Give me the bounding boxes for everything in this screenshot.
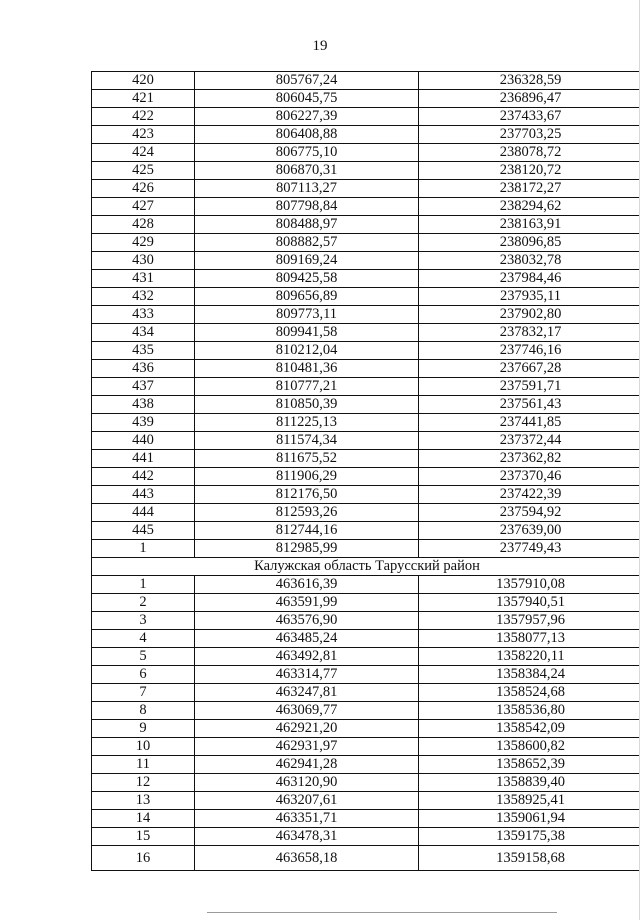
point-number-cell: 7 — [92, 684, 195, 702]
table-row — [92, 522, 640, 540]
x-coordinate-cell: 811675,52 — [195, 450, 419, 468]
x-coordinate-cell: 463492,81 — [195, 648, 419, 666]
y-coordinate-cell: 237561,43 — [419, 396, 640, 414]
table-row — [92, 144, 640, 162]
point-number-cell: 13 — [92, 792, 195, 810]
table-row — [92, 216, 640, 234]
table-row — [92, 180, 640, 198]
x-coordinate-cell: 809656,89 — [195, 288, 419, 306]
point-number-cell: 427 — [92, 198, 195, 216]
point-number-cell: 439 — [92, 414, 195, 432]
y-coordinate-cell: 1357940,51 — [419, 594, 640, 612]
y-coordinate-cell: 1358652,39 — [419, 756, 640, 774]
table-row — [92, 540, 640, 558]
point-number-cell: 434 — [92, 324, 195, 342]
x-coordinate-cell: 812985,99 — [195, 540, 419, 558]
y-coordinate-cell: 237703,25 — [419, 126, 640, 144]
point-number-cell: 438 — [92, 396, 195, 414]
point-number-cell: 440 — [92, 432, 195, 450]
y-coordinate-cell: 237370,46 — [419, 468, 640, 486]
x-coordinate-cell: 806045,75 — [195, 90, 419, 108]
table-row — [92, 810, 640, 828]
x-coordinate-cell: 463207,61 — [195, 792, 419, 810]
x-coordinate-cell: 810777,21 — [195, 378, 419, 396]
y-coordinate-cell: 1359158,68 — [419, 846, 640, 871]
y-coordinate-cell: 1358384,24 — [419, 666, 640, 684]
y-coordinate-cell: 237749,43 — [419, 540, 640, 558]
x-coordinate-cell: 806408,88 — [195, 126, 419, 144]
point-number-cell: 437 — [92, 378, 195, 396]
y-coordinate-cell: 238032,78 — [419, 252, 640, 270]
y-coordinate-cell: 237591,71 — [419, 378, 640, 396]
coordinates-block-a — [92, 72, 640, 558]
section-heading-row-group — [92, 558, 640, 576]
x-coordinate-cell: 809425,58 — [195, 270, 419, 288]
point-number-cell: 429 — [92, 234, 195, 252]
x-coordinate-cell: 810850,39 — [195, 396, 419, 414]
x-coordinate-cell: 806870,31 — [195, 162, 419, 180]
y-coordinate-cell: 238294,62 — [419, 198, 640, 216]
point-number-cell: 421 — [92, 90, 195, 108]
x-coordinate-cell: 463314,77 — [195, 666, 419, 684]
section-heading-row — [92, 558, 640, 576]
point-number-cell: 6 — [92, 666, 195, 684]
table-row — [92, 270, 640, 288]
table-row — [92, 648, 640, 666]
point-number-cell: 11 — [92, 756, 195, 774]
table-row — [92, 360, 640, 378]
table-row — [92, 342, 640, 360]
table-row — [92, 288, 640, 306]
y-coordinate-cell: 237433,67 — [419, 108, 640, 126]
point-number-cell: 445 — [92, 522, 195, 540]
y-coordinate-cell: 1357910,08 — [419, 576, 640, 594]
y-coordinate-cell: 237441,85 — [419, 414, 640, 432]
y-coordinate-cell: 237746,16 — [419, 342, 640, 360]
y-coordinate-cell: 236328,59 — [419, 72, 640, 90]
table-row — [92, 90, 640, 108]
y-coordinate-cell: 238078,72 — [419, 144, 640, 162]
x-coordinate-cell: 462931,97 — [195, 738, 419, 756]
point-number-cell: 1 — [92, 540, 195, 558]
table-row — [92, 612, 640, 630]
point-number-cell: 424 — [92, 144, 195, 162]
y-coordinate-cell: 1359061,94 — [419, 810, 640, 828]
y-coordinate-cell: 237639,00 — [419, 522, 640, 540]
point-number-cell: 433 — [92, 306, 195, 324]
table-row — [92, 396, 640, 414]
table-row — [92, 252, 640, 270]
x-coordinate-cell: 806775,10 — [195, 144, 419, 162]
point-number-cell: 8 — [92, 702, 195, 720]
x-coordinate-cell: 463247,81 — [195, 684, 419, 702]
x-coordinate-cell: 811906,29 — [195, 468, 419, 486]
table-row — [92, 576, 640, 594]
x-coordinate-cell: 463478,31 — [195, 828, 419, 846]
x-coordinate-cell: 810481,36 — [195, 360, 419, 378]
y-coordinate-cell: 238096,85 — [419, 234, 640, 252]
x-coordinate-cell: 809169,24 — [195, 252, 419, 270]
point-number-cell: 10 — [92, 738, 195, 756]
table-row — [92, 720, 640, 738]
point-number-cell: 425 — [92, 162, 195, 180]
table-row — [92, 846, 640, 871]
x-coordinate-cell: 463616,39 — [195, 576, 419, 594]
table-row — [92, 378, 640, 396]
y-coordinate-cell: 237594,92 — [419, 504, 640, 522]
table-row — [92, 108, 640, 126]
table-row — [92, 198, 640, 216]
y-coordinate-cell: 1358542,09 — [419, 720, 640, 738]
point-number-cell: 422 — [92, 108, 195, 126]
y-coordinate-cell: 237422,39 — [419, 486, 640, 504]
table-row — [92, 162, 640, 180]
y-coordinate-cell: 1357957,96 — [419, 612, 640, 630]
y-coordinate-cell: 236896,47 — [419, 90, 640, 108]
y-coordinate-cell: 1359175,38 — [419, 828, 640, 846]
point-number-cell: 2 — [92, 594, 195, 612]
table-row — [92, 774, 640, 792]
x-coordinate-cell: 462921,20 — [195, 720, 419, 738]
point-number-cell: 420 — [92, 72, 195, 90]
point-number-cell: 9 — [92, 720, 195, 738]
point-number-cell: 435 — [92, 342, 195, 360]
table-row — [92, 126, 640, 144]
point-number-cell: 442 — [92, 468, 195, 486]
y-coordinate-cell: 237832,17 — [419, 324, 640, 342]
coordinates-block-b — [92, 576, 640, 871]
x-coordinate-cell: 805767,24 — [195, 72, 419, 90]
point-number-cell: 423 — [92, 126, 195, 144]
point-number-cell: 444 — [92, 504, 195, 522]
x-coordinate-cell: 463576,90 — [195, 612, 419, 630]
table-row — [92, 414, 640, 432]
y-coordinate-cell: 237667,28 — [419, 360, 640, 378]
coordinates-table — [91, 71, 640, 871]
table-row — [92, 702, 640, 720]
point-number-cell: 15 — [92, 828, 195, 846]
y-coordinate-cell: 237902,80 — [419, 306, 640, 324]
point-number-cell: 3 — [92, 612, 195, 630]
table-row — [92, 828, 640, 846]
y-coordinate-cell: 237935,11 — [419, 288, 640, 306]
y-coordinate-cell: 1358524,68 — [419, 684, 640, 702]
y-coordinate-cell: 1358220,11 — [419, 648, 640, 666]
page-number: 19 — [312, 38, 328, 54]
y-coordinate-cell: 1358536,80 — [419, 702, 640, 720]
y-coordinate-cell: 238120,72 — [419, 162, 640, 180]
x-coordinate-cell: 812744,16 — [195, 522, 419, 540]
x-coordinate-cell: 812593,26 — [195, 504, 419, 522]
point-number-cell: 5 — [92, 648, 195, 666]
point-number-cell: 431 — [92, 270, 195, 288]
x-coordinate-cell: 808488,97 — [195, 216, 419, 234]
section-heading: Калужская область Тарусский район — [92, 558, 640, 576]
point-number-cell: 430 — [92, 252, 195, 270]
point-number-cell: 428 — [92, 216, 195, 234]
x-coordinate-cell: 463485,24 — [195, 630, 419, 648]
point-number-cell: 12 — [92, 774, 195, 792]
y-coordinate-cell: 1358839,40 — [419, 774, 640, 792]
x-coordinate-cell: 809773,11 — [195, 306, 419, 324]
point-number-cell: 443 — [92, 486, 195, 504]
table-row — [92, 306, 640, 324]
point-number-cell: 432 — [92, 288, 195, 306]
x-coordinate-cell: 808882,57 — [195, 234, 419, 252]
x-coordinate-cell: 463591,99 — [195, 594, 419, 612]
point-number-cell: 436 — [92, 360, 195, 378]
table-row — [92, 756, 640, 774]
table-row — [92, 792, 640, 810]
table-row — [92, 666, 640, 684]
y-coordinate-cell: 1358077,13 — [419, 630, 640, 648]
x-coordinate-cell: 812176,50 — [195, 486, 419, 504]
y-coordinate-cell: 1358600,82 — [419, 738, 640, 756]
table-row — [92, 486, 640, 504]
table-row — [92, 72, 640, 90]
x-coordinate-cell: 807798,84 — [195, 198, 419, 216]
point-number-cell: 16 — [92, 846, 195, 871]
y-coordinate-cell: 237372,44 — [419, 432, 640, 450]
y-coordinate-cell: 237362,82 — [419, 450, 640, 468]
x-coordinate-cell: 463120,90 — [195, 774, 419, 792]
point-number-cell: 426 — [92, 180, 195, 198]
table-row — [92, 468, 640, 486]
table-row — [92, 450, 640, 468]
y-coordinate-cell: 238163,91 — [419, 216, 640, 234]
table-row — [92, 234, 640, 252]
x-coordinate-cell: 463351,71 — [195, 810, 419, 828]
point-number-cell: 1 — [92, 576, 195, 594]
scan-bottom-line — [207, 912, 557, 913]
table-row — [92, 432, 640, 450]
x-coordinate-cell: 810212,04 — [195, 342, 419, 360]
x-coordinate-cell: 463658,18 — [195, 846, 419, 871]
x-coordinate-cell: 806227,39 — [195, 108, 419, 126]
point-number-cell: 14 — [92, 810, 195, 828]
y-coordinate-cell: 1358925,41 — [419, 792, 640, 810]
table-row — [92, 504, 640, 522]
table-row — [92, 738, 640, 756]
table-row — [92, 324, 640, 342]
x-coordinate-cell: 811225,13 — [195, 414, 419, 432]
table-row — [92, 594, 640, 612]
table-row — [92, 684, 640, 702]
y-coordinate-cell: 237984,46 — [419, 270, 640, 288]
x-coordinate-cell: 809941,58 — [195, 324, 419, 342]
point-number-cell: 4 — [92, 630, 195, 648]
point-number-cell: 441 — [92, 450, 195, 468]
y-coordinate-cell: 238172,27 — [419, 180, 640, 198]
x-coordinate-cell: 807113,27 — [195, 180, 419, 198]
x-coordinate-cell: 462941,28 — [195, 756, 419, 774]
x-coordinate-cell: 811574,34 — [195, 432, 419, 450]
table-row — [92, 630, 640, 648]
x-coordinate-cell: 463069,77 — [195, 702, 419, 720]
